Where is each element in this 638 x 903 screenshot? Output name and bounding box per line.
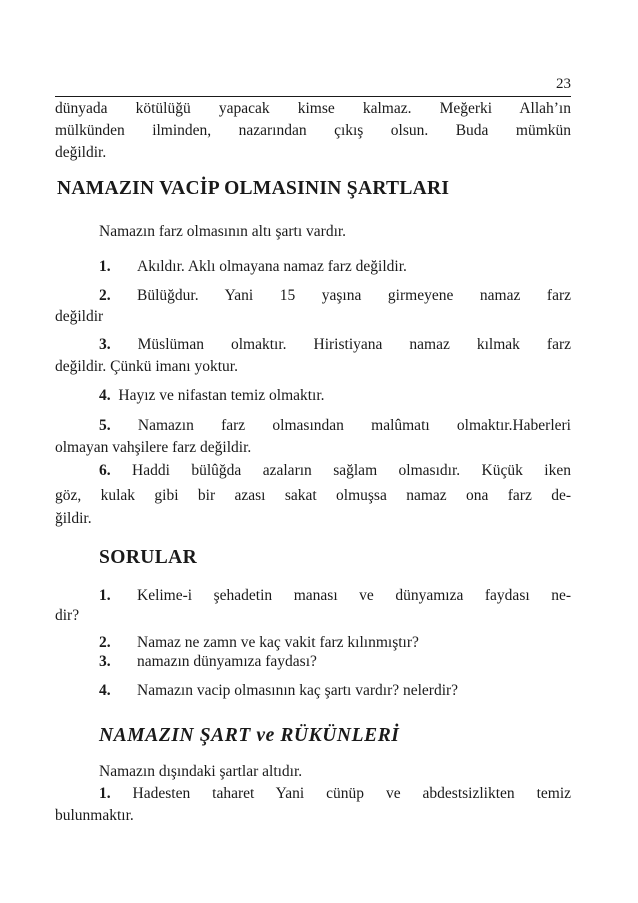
section1-item-1 — [55, 256, 571, 277]
question-2 — [55, 632, 571, 653]
item-number: 4. — [99, 387, 111, 404]
intro-line-2: mülkünden ilminden, nazarından çıkış olsun. Buda mümkün — [55, 122, 571, 139]
header-rule — [55, 96, 571, 97]
section1-item-5-line-1 — [55, 415, 571, 436]
section1-lead: Namazın farz olmasının altı şartı vardır. — [99, 223, 347, 240]
item-number: 5. — [99, 417, 111, 434]
section1-item-4 — [55, 385, 571, 406]
section1-item-3-line-1 — [55, 334, 571, 355]
item-text: Haddi bülûğda azaların sağlam olmasıdır. Küçük iken — [110, 462, 571, 479]
item-number: 6. — [99, 462, 111, 479]
section1-item-6-line-1 — [55, 460, 571, 481]
section1-item-5-line-2: olmayan vahşilere farz değildir. — [55, 439, 252, 456]
section1-item-6-line-3: ğildir. — [55, 510, 92, 527]
question-1-line-1 — [55, 585, 571, 606]
intro-line-1: dünyada kötülüğü yapacak kimse kalmaz. Meğerki Allah’ın — [55, 100, 571, 117]
question-3 — [55, 651, 571, 672]
intro-line-3: değildir. — [55, 144, 107, 161]
item-text: Hayız ve nifastan temiz olmaktır. — [118, 387, 325, 404]
question-4 — [55, 680, 571, 701]
section-title-vacip: NAMAZIN VACİP OLMASININ ŞARTLARI — [57, 178, 450, 199]
page-number: 23 — [556, 76, 571, 92]
item-text: Akıldır. Aklı olmayana namaz farz değildir. — [137, 258, 407, 275]
section-title-sart-rukun: NAMAZIN ŞART ve RÜKÜNLERİ — [99, 725, 400, 746]
item-number: 3. — [99, 336, 111, 353]
question-text: namazın dünyamıza faydası? — [137, 653, 317, 670]
question-number: 1. — [99, 587, 111, 604]
item-text: Bülüğdur. Yani 15 yaşına girmeyene namaz farz — [137, 287, 571, 304]
section1-item-3-line-2: değildir. Çünkü imanı yoktur. — [55, 358, 238, 375]
document-page — [55, 0, 571, 903]
section1-item-6-line-2: göz, kulak gibi bir azası sakat olmuşsa namaz ona farz de- — [55, 487, 571, 504]
section-title-questions: SORULAR — [99, 547, 198, 568]
section1-item-2-line-1 — [55, 285, 571, 306]
item-text: Hadesten taharet Yani cünüp ve abdestsizlikten temiz — [110, 785, 571, 802]
item-number: 1. — [99, 258, 111, 275]
item-number: 2. — [99, 287, 111, 304]
question-text: Kelime-i şehadetin manası ve dünyamıza faydası ne- — [137, 587, 571, 604]
section2-lead: Namazın dışındaki şartlar altıdır. — [99, 763, 303, 780]
section2-item-1-line-2: bulunmaktır. — [55, 807, 134, 824]
item-text: Müslüman olmaktır. Hiristiyana namaz kılmak farz — [110, 336, 571, 353]
section1-item-2-line-2: değildir — [55, 308, 104, 325]
item-number: 1. — [99, 785, 111, 802]
question-1-line-2: dir? — [55, 607, 80, 624]
question-number: 4. — [99, 682, 111, 699]
question-number: 2. — [99, 634, 111, 651]
section2-item-1-line-1 — [55, 783, 571, 804]
question-text: Namaz ne zamn ve kaç vakit farz kılınmıştır? — [137, 634, 419, 651]
question-number: 3. — [99, 653, 111, 670]
question-text: Namazın vacip olmasının kaç şartı vardır? nelerdir? — [137, 682, 459, 699]
item-text: Namazın farz olmasından malûmatı olmaktır.Haberleri — [110, 417, 571, 434]
